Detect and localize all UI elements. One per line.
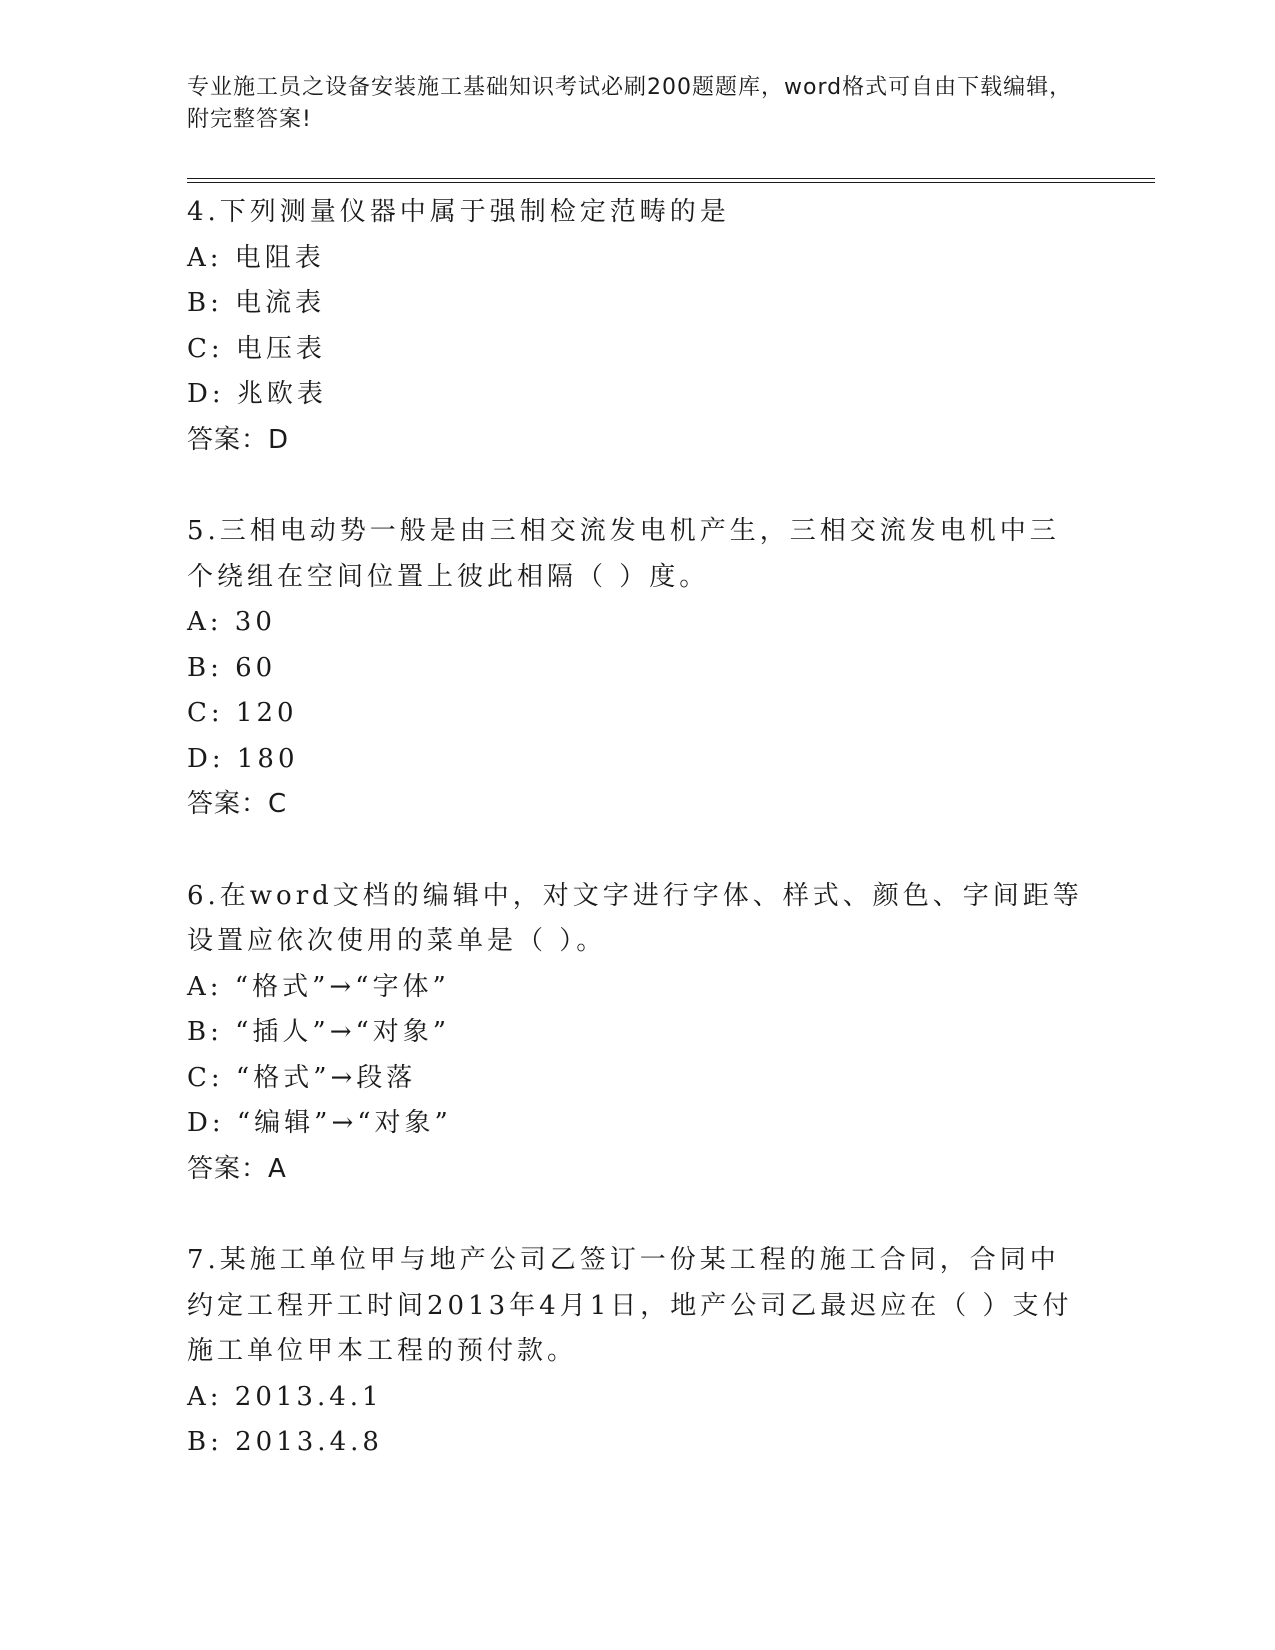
option-b: B: 2013.4.8 bbox=[187, 1427, 383, 1457]
header-rule-top bbox=[187, 178, 1155, 179]
question-text: 6.在word文档的编辑中，对文字进行字体、样式、颜色、字间距等设置应依次使用的菜单是（ ）。 bbox=[187, 880, 1083, 956]
answer: 答案：C bbox=[187, 789, 288, 819]
question-spacer bbox=[187, 828, 1087, 874]
option-a: A: 30 bbox=[187, 607, 276, 637]
answer: 答案：D bbox=[187, 424, 290, 455]
option-d: D: “编辑”→“对象” bbox=[187, 1108, 452, 1138]
question-list bbox=[187, 190, 1087, 1466]
option-b: B: “插人”→“对象” bbox=[187, 1017, 451, 1047]
option-c: C: 120 bbox=[187, 698, 298, 728]
option-b: B: 60 bbox=[187, 652, 277, 683]
question-text: 7.某施工单位甲与地产公司乙签订一份某工程的施工合同，合同中约定工程开工时间2013年4月1日，地产公司乙最迟应在（ ）支付施工单位甲本工程的预付款。 bbox=[187, 1245, 1073, 1366]
option-d: D: 180 bbox=[187, 743, 299, 774]
question-spacer bbox=[187, 1192, 1087, 1238]
document-header: 专业施工员之设备安装施工基础知识考试必刷200题题库，word格式可自由下载编辑，附完整答案! bbox=[187, 75, 1073, 132]
option-d: D: 兆欧表 bbox=[187, 379, 327, 409]
question-text: 5.三相电动势一般是由三相交流发电机产生，三相交流发电机中三个绕组在空间位置上彼此相隔（ ）度。 bbox=[187, 516, 1060, 592]
option-b: B: 电流表 bbox=[187, 288, 326, 318]
question-5 bbox=[187, 509, 1087, 828]
header-rule-bottom bbox=[187, 182, 1155, 183]
answer: 答案：A bbox=[187, 1153, 287, 1184]
question-spacer bbox=[187, 463, 1087, 509]
question-6 bbox=[187, 874, 1087, 1193]
option-a: A: “格式”→“字体” bbox=[187, 971, 450, 1002]
question-text: 4.下列测量仪器中属于强制检定范畴的是 bbox=[187, 197, 730, 227]
option-a: A: 电阻表 bbox=[187, 242, 325, 273]
option-a: A: 2013.4.1 bbox=[187, 1381, 383, 1412]
question-7 bbox=[187, 1238, 1087, 1466]
question-4 bbox=[187, 190, 1087, 463]
option-c: C: “格式”→段落 bbox=[187, 1062, 417, 1093]
option-c: C: 电压表 bbox=[187, 333, 326, 364]
